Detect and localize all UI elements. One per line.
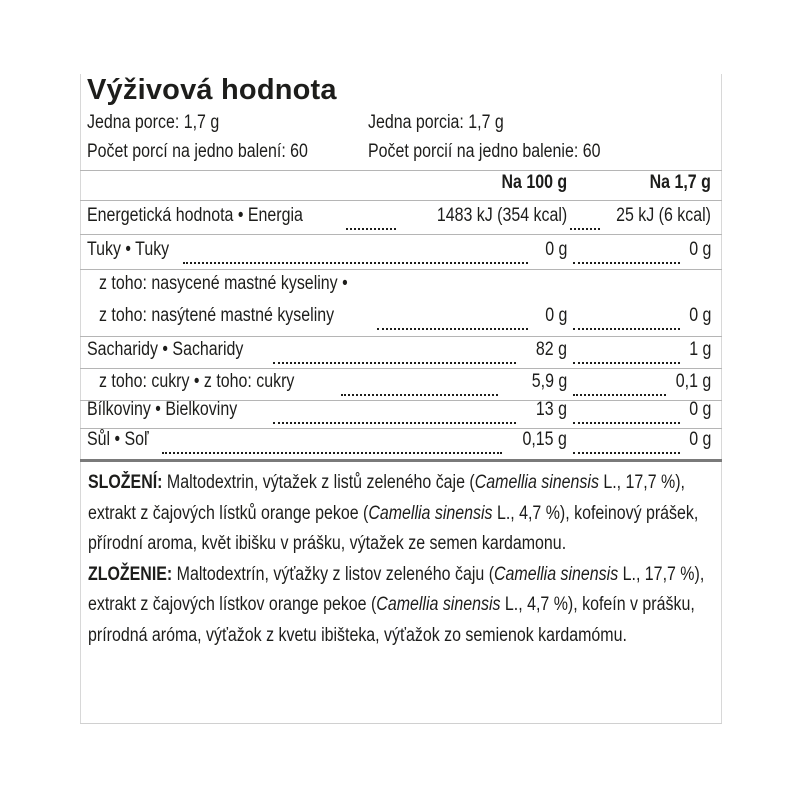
dot-leader bbox=[573, 318, 680, 330]
ingredients-cz bbox=[88, 468, 726, 560]
divider bbox=[80, 234, 722, 235]
divider bbox=[80, 170, 722, 171]
servings-per-pack-sk: Počet porcií na jedno balenie: 60 bbox=[368, 141, 601, 162]
nutrient-label-sugars: z toho: cukry • z toho: cukry bbox=[99, 371, 295, 392]
ingredients-heading-sk: ZLOŽENIE: bbox=[88, 563, 173, 585]
nutrient-label-salt: Sůl • Soľ bbox=[87, 429, 149, 450]
nutrient-label-protein: Bílkoviny • Bielkoviny bbox=[87, 399, 238, 420]
left-border bbox=[80, 74, 81, 724]
dot-leader bbox=[346, 218, 396, 230]
dot-leader bbox=[573, 442, 680, 454]
nutrient-label-fat: Tuky • Tuky bbox=[87, 239, 170, 260]
value-100g-salt: 0,15 g bbox=[522, 429, 567, 450]
dot-leader bbox=[573, 384, 666, 396]
nutrition-title: Výživová hodnota bbox=[87, 74, 337, 106]
ingredients-latin-name: Camellia sinensis bbox=[474, 472, 599, 493]
serving-size-sk: Jedna porcia: 1,7 g bbox=[368, 112, 504, 133]
servings-per-pack-cz: Počet porcí na jedno balení: 60 bbox=[87, 141, 308, 162]
value-portion-energy: 25 kJ (6 kcal) bbox=[616, 205, 711, 226]
bottom-border bbox=[80, 723, 722, 724]
dot-leader bbox=[570, 218, 600, 230]
dot-leader bbox=[273, 352, 516, 364]
divider bbox=[80, 428, 722, 429]
value-100g-saturates: 0 g bbox=[544, 305, 567, 326]
ingredients-text: L., 17,7 %), extrakt z čajových lístkov orange pekoe ( bbox=[88, 563, 705, 615]
divider bbox=[80, 269, 722, 270]
value-portion-salt: 0 g bbox=[688, 429, 711, 450]
dot-leader bbox=[573, 252, 680, 264]
column-header-100g: Na 100 g bbox=[501, 172, 567, 193]
nutrient-label-saturates-cz: z toho: nasycené mastné kyseliny • bbox=[99, 273, 348, 294]
dot-leader bbox=[183, 252, 528, 264]
ingredients-text: Maltodextrín, výťažky z listov zeleného čaju ( bbox=[172, 563, 495, 585]
ingredients-heading-cz: SLOŽENÍ: bbox=[88, 472, 163, 493]
ingredients-latin-name: Camellia sinensis bbox=[368, 502, 493, 524]
ingredients-latin-name: Camellia sinensis bbox=[494, 563, 619, 585]
ingredients-sk bbox=[88, 560, 726, 652]
value-portion-fat: 0 g bbox=[688, 239, 711, 260]
ingredients-text: Maltodextrin, výtažek z listů zeleného čaje ( bbox=[162, 472, 475, 493]
divider bbox=[80, 336, 722, 337]
section-divider bbox=[80, 459, 722, 462]
divider bbox=[80, 200, 722, 201]
dot-leader bbox=[377, 318, 528, 330]
dot-leader bbox=[162, 442, 502, 454]
divider bbox=[80, 368, 722, 369]
ingredients-latin-name: Camellia sinensis bbox=[376, 594, 501, 615]
dot-leader bbox=[341, 384, 498, 396]
value-100g-carbohydrates: 82 g bbox=[535, 339, 567, 360]
dot-leader bbox=[573, 352, 680, 364]
ingredients-text: L., 17,7 %), extrakt z čajových lístků orange pekoe ( bbox=[88, 472, 685, 524]
value-portion-carbohydrates: 1 g bbox=[688, 339, 711, 360]
value-100g-sugars: 5,9 g bbox=[531, 371, 567, 392]
dot-leader bbox=[273, 412, 516, 424]
nutrition-label bbox=[80, 74, 722, 724]
ingredients-text: L., 4,7 %), kofeinový prášek, přírodní aroma, květ ibišku v prášku, výtažek ze semen kardamonu. bbox=[88, 502, 699, 554]
dot-leader bbox=[573, 412, 680, 424]
nutrient-label-carbohydrates: Sacharidy • Sacharidy bbox=[87, 339, 244, 360]
value-portion-protein: 0 g bbox=[688, 399, 711, 420]
serving-size-cz: Jedna porce: 1,7 g bbox=[87, 112, 220, 133]
value-100g-energy: 1483 kJ (354 kcal) bbox=[436, 205, 567, 226]
value-100g-protein: 13 g bbox=[535, 399, 567, 420]
value-portion-saturates: 0 g bbox=[688, 305, 711, 326]
ingredients-section bbox=[88, 468, 726, 651]
nutrient-label-energy: Energetická hodnota • Energia bbox=[87, 205, 303, 226]
value-portion-sugars: 0,1 g bbox=[675, 371, 711, 392]
ingredients-text: L., 4,7 %), kofeín v prášku, prírodná aróma, výťažok z kvetu ibišteka, výťažok zo semienok kardamómu. bbox=[88, 594, 695, 646]
value-100g-fat: 0 g bbox=[544, 239, 567, 260]
nutrient-label-saturates-sk: z toho: nasýtené mastné kyseliny bbox=[99, 305, 335, 326]
column-header-portion: Na 1,7 g bbox=[649, 172, 711, 193]
